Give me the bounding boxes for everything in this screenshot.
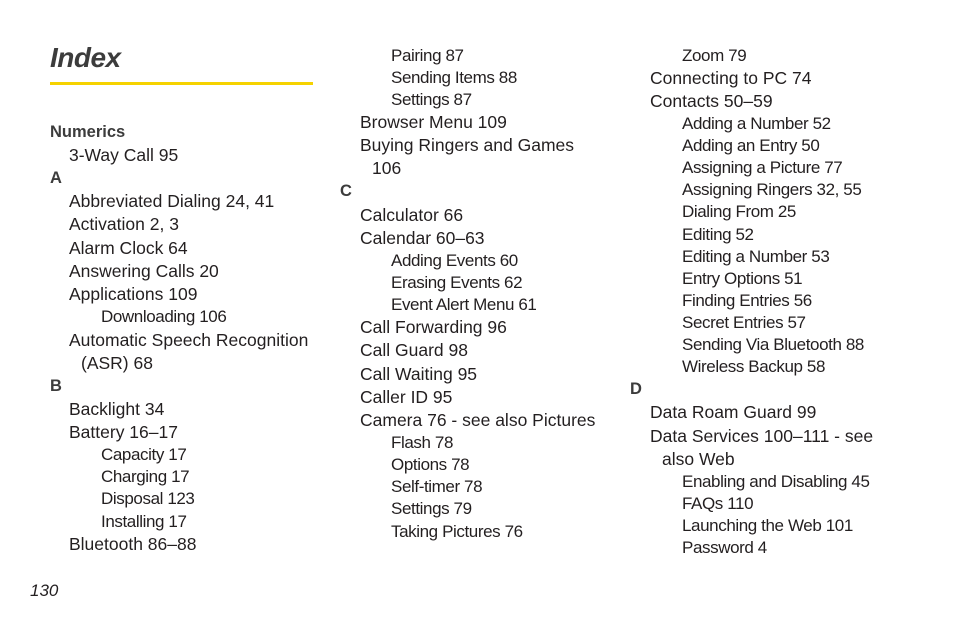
page-number: 130 [30,581,59,600]
index-entry: Contacts 50–59 [650,91,773,111]
index-subentry: Launching the Web 101 [682,516,853,535]
index-entry: Call Forwarding 96 [360,317,507,337]
index-entry: Calculator 66 [360,205,464,225]
index-section-letter: C [340,182,352,200]
title-underline [50,82,313,85]
index-subentry: Downloading 106 [101,307,227,326]
index-subentry: Pairing 87 [391,46,464,65]
index-entry: Data Roam Guard 99 [650,402,817,422]
index-subentry: Editing 52 [682,225,754,244]
index-entry: Activation 2, 3 [69,214,179,234]
index-subentry: Event Alert Menu 61 [391,295,537,314]
index-entry: Call Waiting 95 [360,364,478,384]
index-subentry: Editing a Number 53 [682,247,830,266]
index-entry: Call Guard 98 [360,340,468,360]
index-subentry: Adding a Number 52 [682,114,831,133]
index-subentry: Secret Entries 57 [682,313,806,332]
index-subentry: Password 4 [682,538,767,557]
index-subentry: FAQs 110 [682,494,754,513]
index-subentry: Flash 78 [391,433,454,452]
index-subentry: Options 78 [391,455,470,474]
index-entry: Data Services 100–111 - see [650,426,874,446]
index-subentry: Enabling and Disabling 45 [682,472,870,491]
index-subentry: Sending Items 88 [391,68,517,87]
index-entry: Answering Calls 20 [69,261,219,281]
index-entry: Alarm Clock 64 [69,238,188,258]
index-entry: Connecting to PC 74 [650,68,812,88]
index-section-letter: D [630,380,642,398]
index-entry: Abbreviated Dialing 24, 41 [69,191,275,211]
index-subentry: Finding Entries 56 [682,291,812,310]
index-entry: Browser Menu 109 [360,112,507,132]
index-entry: Caller ID 95 [360,387,453,407]
index-subentry: Entry Options 51 [682,269,803,288]
index-subentry: Adding an Entry 50 [682,136,820,155]
index-subentry: Disposal 123 [101,489,195,508]
index-entry: Camera 76 - see also Pictures [360,410,596,430]
index-subentry: Erasing Events 62 [391,273,523,292]
index-section-letter: B [50,377,62,395]
index-subentry: Assigning Ringers 32, 55 [682,180,862,199]
index-entry: 3-Way Call 95 [69,145,179,165]
index-entry: Battery 16–17 [69,422,178,442]
index-subentry: Capacity 17 [101,445,187,464]
index-entry: Backlight 34 [69,399,165,419]
index-subentry: Settings 79 [391,499,472,518]
index-subentry: Dialing From 25 [682,202,796,221]
index-section-letter: A [50,169,62,187]
index-entry: Automatic Speech Recognition [69,330,309,350]
index-subentry: Settings 87 [391,90,472,109]
index-subentry: Adding Events 60 [391,251,518,270]
index-subentry: Installing 17 [101,512,187,531]
index-entry-continuation: 106 [372,158,402,178]
page-title: Index [50,42,121,73]
index-entry: Calendar 60–63 [360,228,485,248]
index-subentry: Zoom 79 [682,46,747,65]
index-subentry: Self-timer 78 [391,477,483,496]
index-subentry: Taking Pictures 76 [391,522,523,541]
index-subentry: Charging 17 [101,467,190,486]
index-entry: Applications 109 [69,284,198,304]
index-subentry: Assigning a Picture 77 [682,158,843,177]
index-subentry: Wireless Backup 58 [682,357,826,376]
index-section-letter: Numerics [50,123,126,141]
index-entry: Buying Ringers and Games [360,135,574,155]
index-subentry: Sending Via Bluetooth 88 [682,335,864,354]
index-entry-continuation: also Web [662,449,735,469]
index-entry: Bluetooth 86–88 [69,534,197,554]
index-entry-continuation: (ASR) 68 [81,353,153,373]
